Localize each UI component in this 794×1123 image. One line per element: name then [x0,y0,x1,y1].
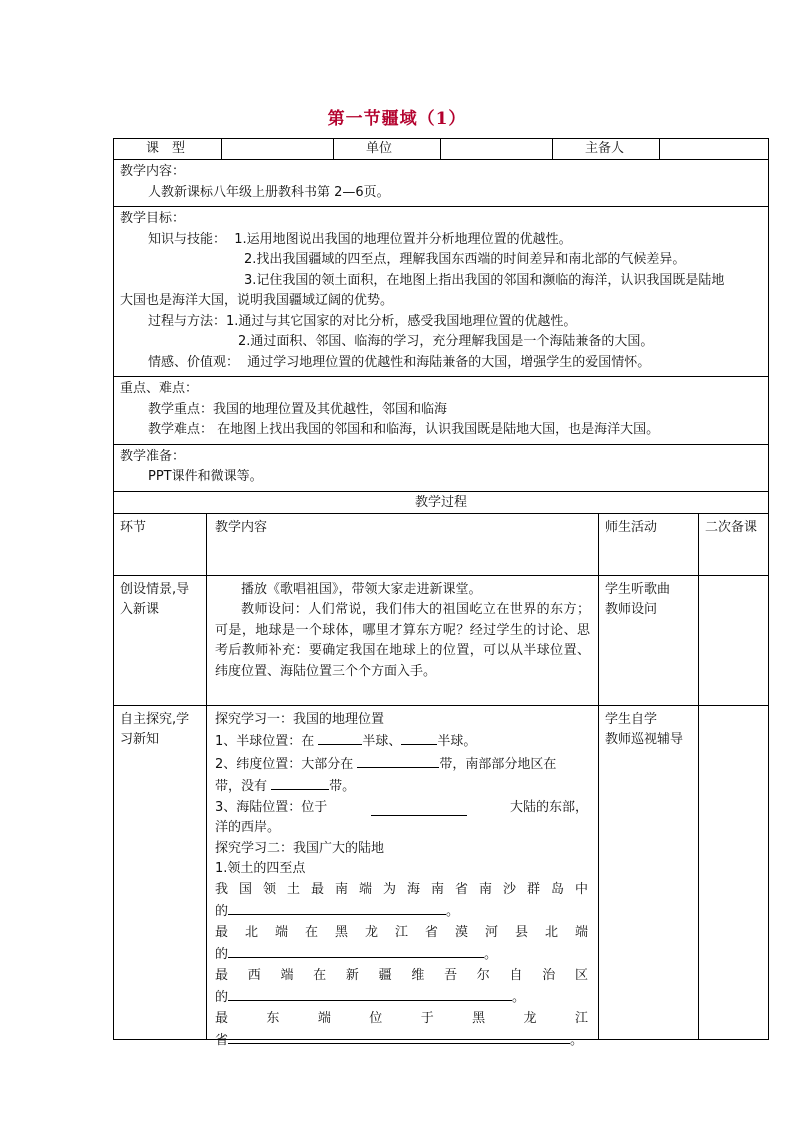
q3-text-b: 大陆的东部， [509,799,588,815]
unit-label: 单位 [333,139,440,159]
question-2b [215,775,588,798]
south-point-line-a: 我国领土最南端为海南省南沙群岛中 [215,881,588,897]
process-goal-2: 2.通过面积、邻国、临海的学习，充分理解我国是一个海陆兼备的大国。 [238,334,654,349]
stage1-activity-2: 教师设问 [605,602,658,617]
east-blank[interactable] [228,1029,570,1044]
knowledge-label: 知识与技能： [148,231,227,247]
question-2a [215,753,588,776]
unit-value[interactable] [440,139,552,159]
stage2-name: 自主探究,学习新知 [120,711,190,747]
process-goal-1: 1.通过与其它国家的对比分析，感受我国地理位置的优越性。 [226,313,577,329]
stage1-line-2: 教师设问：人们常说，我们伟大的祖国屹立在世界的东方；可是，地球是一个球体，哪里才算东方呢？经过学生的讨论、思考后教师补充：要确定我国在地球上的位置，可以从半球位置、纬度位置、海陆位置三个个方面入手。 [215,602,590,679]
emotion-line [120,353,762,374]
south-period: 。 [446,904,460,919]
stage2-content [206,706,598,1048]
north-point-line-a: 最北端在黑龙江省漠河县北端 [215,924,588,940]
q2-text-d: 带。 [329,779,356,794]
q1-text-a: 1、半球位置：在 [215,734,319,749]
stage1-line-1: 播放《歌唱祖国》，带领大家走进新课堂。 [241,581,482,597]
q3-text-a: 3、海陆位置：位于 [215,799,328,815]
teaching-goals-label: 教学目标： [120,211,186,226]
preparation-label: 教学准备： [120,448,186,464]
north-period: 。 [484,947,498,962]
key-point-label: 教学重点： [148,401,214,417]
north-blank[interactable] [228,943,484,958]
teaching-content-label: 教学内容： [120,164,186,179]
stage1-content [206,576,598,705]
stage1-activity-1: 学生听歌曲 [605,581,671,597]
content-column-header: 教学内容 [206,514,598,575]
south-text-b: 的 [215,904,229,919]
q3-blank-1[interactable] [371,801,467,816]
knowledge-goal-3a: 3.记住我国的领土面积，在地图上指出我国的邻国和濒临的海洋，认识我国既是陆地 [244,272,725,288]
stage-column-header: 环节 [120,519,147,535]
explore-1-title: 探究学习一：我国的地理位置 [215,711,385,727]
header-row [114,139,768,159]
teaching-content-text: 人教新课标八年级上册教科书第 2—6页。 [148,184,390,200]
stage2-activity-2: 教师巡视辅导 [605,732,684,747]
knowledge-goal-3b: 大国也是海洋大国，说明我国疆域辽阔的优势。 [120,293,394,308]
preparation-text: PPT课件和微课等。 [148,469,263,484]
page-title: 第一节疆域（1） [327,109,467,129]
knowledge-line-1 [120,230,762,251]
process-line-1 [120,312,762,333]
q2-blank-2[interactable] [271,775,329,790]
q1-blank-2[interactable] [401,730,437,745]
teaching-content-section [114,159,768,206]
preparation-section [114,444,768,491]
process-label: 过程与方法： [148,313,227,329]
south-point-line-b [215,900,588,923]
knowledge-goal-2: 2.找出我国疆域的四至点，理解我国东西端的时间差异和南北部的气候差异。 [244,252,686,267]
east-text-b: 省 [215,1033,229,1048]
south-blank[interactable] [228,900,446,915]
process-title: 教学过程 [114,491,768,513]
question-3b: 洋的西岸。 [215,820,281,835]
q1-text-c: 半球。 [437,734,477,749]
lesson-plan-table [113,138,769,1048]
q1-text-b: 半球、 [362,734,402,749]
west-period: 。 [512,990,526,1005]
process-header-row [114,513,768,575]
west-blank[interactable] [228,986,512,1001]
east-point-line-a: 最东端位于黑龙江 [215,1010,588,1026]
key-point-line [120,400,762,421]
preparer-label: 主备人 [552,139,659,159]
key-point-text: 我国的地理位置及其优越性，邻国和临海 [213,401,448,417]
west-point-line-b [215,986,588,1009]
keypoints-section [114,376,768,444]
revision-column-header: 二次备课 [698,514,768,575]
stage1-name: 创设情景,导入新课 [120,581,190,617]
explore-2-title: 探究学习二：我国广大的陆地 [215,840,385,856]
q2-blank-1[interactable] [357,753,439,768]
west-point-line-a: 最西端在新疆维吾尔自治区 [215,967,588,983]
difficult-point-line [120,420,762,441]
stage2-revision[interactable] [698,706,768,1039]
q2-text-c: 带，没有 [215,779,272,794]
q2-text-b: 带，南部部分地区在 [439,756,557,772]
preparer-value[interactable] [659,139,768,159]
q2-text-a: 2、纬度位置：大部分在 [215,756,358,772]
question-1 [215,730,588,753]
knowledge-goal-1: 1.运用地图说出我国的地理位置并分析地理位置的优越性。 [234,231,572,247]
stage2-activity-1: 学生自学 [605,711,658,727]
east-period: 。 [570,1033,584,1048]
emotion-label: 情感、价值观： [148,354,240,370]
stage1-revision[interactable] [698,576,768,705]
stage2-activity [598,706,698,1039]
emotion-goal: 通过学习地理位置的优越性和海陆兼备的大国，增强学生的爱国情怀。 [247,354,651,370]
north-point-line-b [215,943,588,966]
table-row [114,575,768,705]
stage1-activity [598,576,698,705]
north-text-b: 的 [215,947,229,962]
keypoints-label: 重点、难点： [120,381,199,396]
question-3a [215,798,588,819]
difficult-point-label: 教学难点： [148,422,214,437]
course-type-value[interactable] [221,139,333,159]
table-row [114,705,768,1048]
q1-blank-1[interactable] [318,730,362,745]
west-text-b: 的 [215,990,229,1005]
east-point-line-b [215,1029,588,1052]
difficult-point-text: 在地图上找出我国的邻国和和临海，认识我国既是陆地大国，也是海洋大国。 [217,422,660,437]
course-type-label: 课 型 [146,140,186,156]
subsection-1: 1.领土的四至点 [215,861,306,876]
teaching-goals-section [114,206,768,376]
activity-column-header: 师生活动 [598,514,698,575]
